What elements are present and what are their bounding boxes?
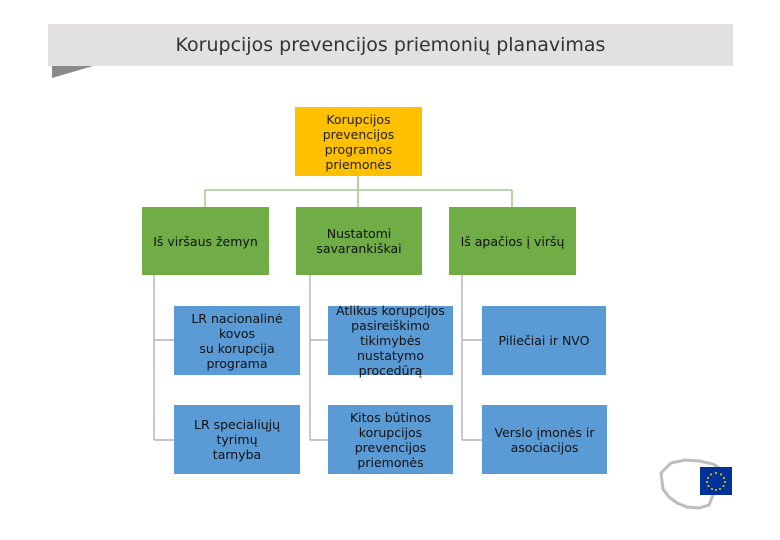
item-citizens-ngo (482, 306, 606, 375)
item-label: Verslo įmonės ir asociacijos (494, 424, 595, 455)
connector-col1-tree (154, 275, 174, 440)
column-header-independent (296, 207, 422, 275)
item-label: Piliečiai ir NVO (498, 333, 590, 348)
column-header-top-down (142, 207, 269, 275)
item-business (482, 405, 607, 474)
column-header-bottom-up (449, 207, 576, 275)
item-label: LR nacionalinė kovos su korupcija programa (191, 310, 283, 371)
root-box (295, 107, 422, 176)
connector-col3-tree (462, 275, 482, 440)
item-national-program (174, 306, 300, 375)
item-risk-procedure (328, 303, 453, 378)
page-title: Korupcijos prevencijos priemonių planavimas (175, 34, 606, 56)
item-other-measures (328, 405, 453, 474)
column-header-label: Iš viršaus žemyn (153, 233, 258, 249)
item-label: LR specialiųjų tyrimų tarnyba (193, 417, 281, 462)
root-label: Korupcijos prevencijos programos priemonės (322, 111, 395, 172)
item-special-investigation (174, 405, 300, 474)
column-header-label: Iš apačios į viršų (460, 233, 565, 249)
lithuania-eu-logo (655, 455, 737, 513)
item-label: Kitos būtinos korupcijos prevencijos priemonės (349, 409, 432, 470)
column-header-label: Nustatomi savarankiškai (316, 226, 402, 256)
connector-col2-tree (310, 275, 328, 440)
item-label: Atlikus korupcijos pasireiškimo tikimybės nustatymo procedūrą (336, 303, 445, 378)
